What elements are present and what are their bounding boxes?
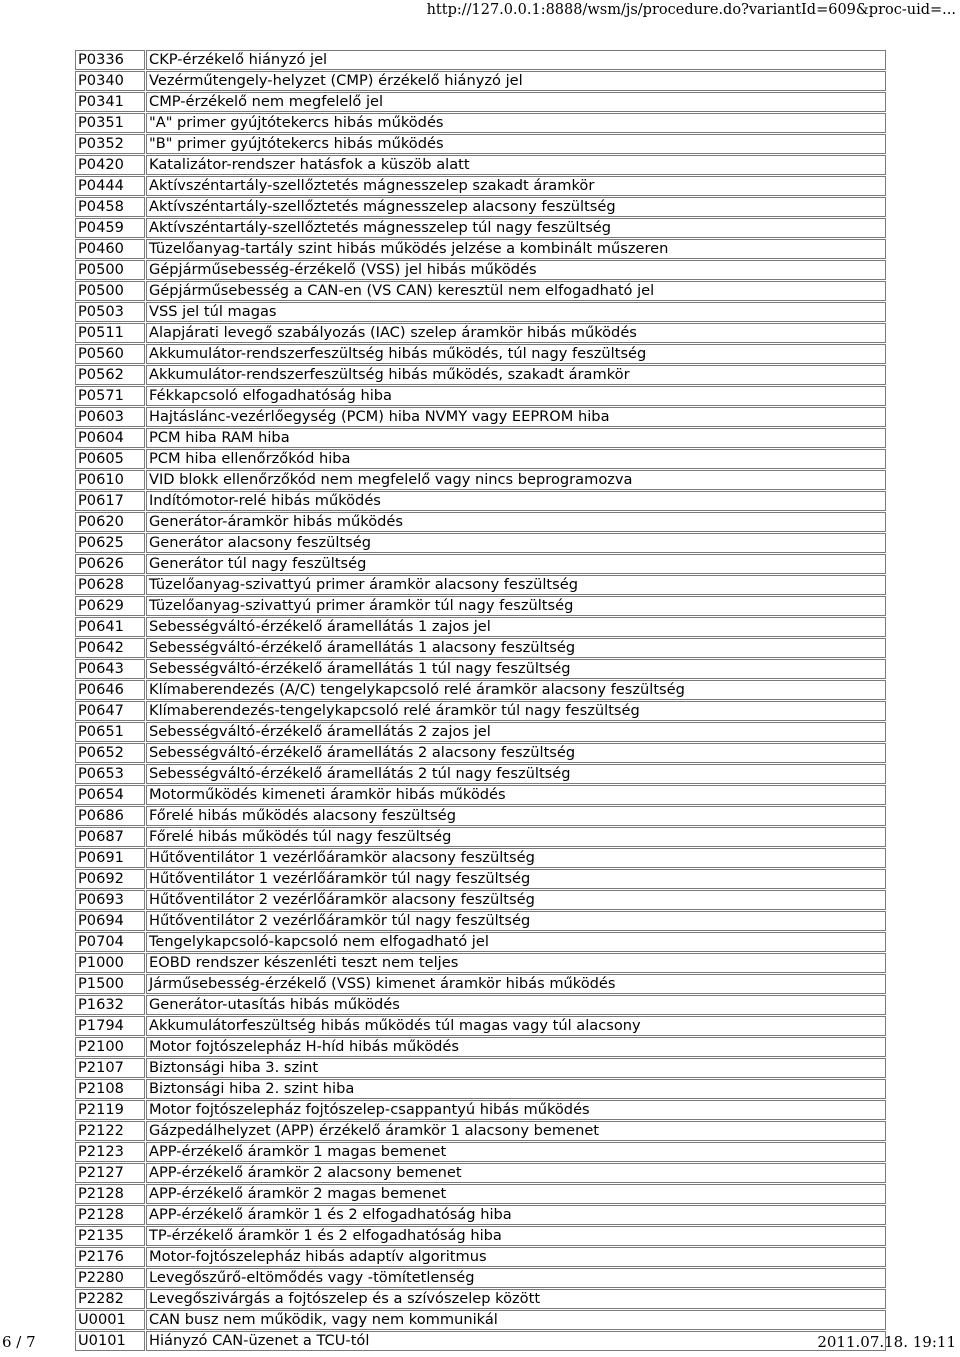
fault-code-cell: P0562 bbox=[75, 365, 145, 385]
fault-description-cell: EOBD rendszer készenléti teszt nem teljes bbox=[146, 953, 886, 973]
fault-description-cell: PCM hiba RAM hiba bbox=[146, 428, 886, 448]
page-footer bbox=[0, 1333, 960, 1353]
fault-code-cell: P0341 bbox=[75, 92, 145, 112]
table-row bbox=[75, 407, 886, 427]
fault-code-cell: P0641 bbox=[75, 617, 145, 637]
fault-description-cell: CKP-érzékelő hiányzó jel bbox=[146, 50, 886, 70]
table-row bbox=[75, 869, 886, 889]
table-row bbox=[75, 911, 886, 931]
table-row bbox=[75, 533, 886, 553]
table-row bbox=[75, 1016, 886, 1036]
fault-code-cell: P2282 bbox=[75, 1289, 145, 1309]
fault-description-cell: VID blokk ellenőrzőkód nem megfelelő vagy nincs beprogramozva bbox=[146, 470, 886, 490]
table-row bbox=[75, 344, 886, 364]
fault-code-cell: P0691 bbox=[75, 848, 145, 868]
table-row bbox=[75, 890, 886, 910]
fault-description-cell: Sebességváltó-érzékelő áramellátás 2 zajos jel bbox=[146, 722, 886, 742]
fault-description-cell: Tüzelőanyag-szivattyú primer áramkör alacsony feszültség bbox=[146, 575, 886, 595]
fault-code-cell: P2100 bbox=[75, 1037, 145, 1057]
table-row bbox=[75, 932, 886, 952]
fault-description-cell: Motor-fojtószelepház hibás adaptív algoritmus bbox=[146, 1247, 886, 1267]
table-row bbox=[75, 92, 886, 112]
fault-code-cell: P0605 bbox=[75, 449, 145, 469]
fault-code-cell: P2119 bbox=[75, 1100, 145, 1120]
fault-description-cell: Sebességváltó-érzékelő áramellátás 1 zajos jel bbox=[146, 617, 886, 637]
table-row bbox=[75, 1142, 886, 1162]
fault-description-cell: Főrelé hibás működés alacsony feszültség bbox=[146, 806, 886, 826]
fault-description-cell: APP-érzékelő áramkör 2 magas bemenet bbox=[146, 1184, 886, 1204]
table-row bbox=[75, 1037, 886, 1057]
fault-description-cell: Generátor alacsony feszültség bbox=[146, 533, 886, 553]
table-row bbox=[75, 995, 886, 1015]
fault-description-cell: TP-érzékelő áramkör 1 és 2 elfogadhatóság hiba bbox=[146, 1226, 886, 1246]
fault-code-cell: P0692 bbox=[75, 869, 145, 889]
table-row bbox=[75, 1100, 886, 1120]
fault-code-cell: P0652 bbox=[75, 743, 145, 763]
table-row bbox=[75, 281, 886, 301]
table-row bbox=[75, 617, 886, 637]
table-row bbox=[75, 197, 886, 217]
fault-code-cell: P2108 bbox=[75, 1079, 145, 1099]
fault-description-cell: Járműsebesség-érzékelő (VSS) kimenet áramkör hibás működés bbox=[146, 974, 886, 994]
fault-code-cell: P2128 bbox=[75, 1205, 145, 1225]
table-row bbox=[75, 323, 886, 343]
table-row bbox=[75, 1226, 886, 1246]
fault-code-cell: P2128 bbox=[75, 1184, 145, 1204]
fault-code-cell: P0694 bbox=[75, 911, 145, 931]
fault-code-cell: P0351 bbox=[75, 113, 145, 133]
fault-code-cell: P2122 bbox=[75, 1121, 145, 1141]
fault-code-cell: P0642 bbox=[75, 638, 145, 658]
fault-description-cell: Generátor túl nagy feszültség bbox=[146, 554, 886, 574]
table-row bbox=[75, 1205, 886, 1225]
table-row bbox=[75, 239, 886, 259]
fault-code-cell: P2107 bbox=[75, 1058, 145, 1078]
table-row bbox=[75, 827, 886, 847]
fault-description-cell: Klímaberendezés-tengelykapcsoló relé áramkör túl nagy feszültség bbox=[146, 701, 886, 721]
fault-code-cell: P0459 bbox=[75, 218, 145, 238]
fault-description-cell: "B" primer gyújtótekercs hibás működés bbox=[146, 134, 886, 154]
print-datetime: 2011.07.18. 19:11 bbox=[817, 1333, 956, 1351]
fault-code-cell: P0628 bbox=[75, 575, 145, 595]
fault-code-cell: P0503 bbox=[75, 302, 145, 322]
fault-code-cell: P0629 bbox=[75, 596, 145, 616]
fault-code-cell: P1500 bbox=[75, 974, 145, 994]
fault-code-cell: P0646 bbox=[75, 680, 145, 700]
fault-code-cell: P0352 bbox=[75, 134, 145, 154]
fault-code-cell: P0647 bbox=[75, 701, 145, 721]
fault-description-cell: Biztonsági hiba 3. szint bbox=[146, 1058, 886, 1078]
table-row bbox=[75, 659, 886, 679]
fault-description-cell: Aktívszéntartály-szellőztetés mágnesszelep szakadt áramkör bbox=[146, 176, 886, 196]
fault-description-cell: Hiányzó CAN-üzenet a TCU-tól bbox=[146, 1331, 886, 1351]
fault-code-table-body bbox=[75, 50, 886, 1351]
fault-description-cell: Katalizátor-rendszer hatásfok a küszöb alatt bbox=[146, 155, 886, 175]
table-row bbox=[75, 701, 886, 721]
fault-description-cell: Hűtőventilátor 1 vezérlőáramkör alacsony feszültség bbox=[146, 848, 886, 868]
fault-code-cell: P0336 bbox=[75, 50, 145, 70]
fault-description-cell: Akkumulátor-rendszerfeszültség hibás működés, túl nagy feszültség bbox=[146, 344, 886, 364]
fault-description-cell: Hűtőventilátor 2 vezérlőáramkör túl nagy feszültség bbox=[146, 911, 886, 931]
table-row bbox=[75, 806, 886, 826]
fault-description-cell: Főrelé hibás működés túl nagy feszültség bbox=[146, 827, 886, 847]
fault-description-cell: Hajtáslánc-vezérlőegység (PCM) hiba NVMY vagy EEPROM hiba bbox=[146, 407, 886, 427]
fault-code-cell: P1794 bbox=[75, 1016, 145, 1036]
fault-description-cell: Tengelykapcsoló-kapcsoló nem elfogadható jel bbox=[146, 932, 886, 952]
fault-code-cell: P0560 bbox=[75, 344, 145, 364]
table-row bbox=[75, 134, 886, 154]
fault-code-cell: P0617 bbox=[75, 491, 145, 511]
fault-code-cell: P0643 bbox=[75, 659, 145, 679]
fault-code-cell: P2127 bbox=[75, 1163, 145, 1183]
fault-code-cell: P1632 bbox=[75, 995, 145, 1015]
fault-description-cell: Motorműködés kimeneti áramkör hibás működés bbox=[146, 785, 886, 805]
fault-code-table-container bbox=[74, 51, 887, 1349]
fault-description-cell: Gépjárműsebesség a CAN-en (VS CAN) keresztül nem elfogadható jel bbox=[146, 281, 886, 301]
table-row bbox=[75, 176, 886, 196]
fault-code-cell: U0001 bbox=[75, 1310, 145, 1330]
fault-code-cell: P0625 bbox=[75, 533, 145, 553]
fault-description-cell: CAN busz nem működik, vagy nem kommunikál bbox=[146, 1310, 886, 1330]
fault-code-cell: P2280 bbox=[75, 1268, 145, 1288]
table-row bbox=[75, 743, 886, 763]
fault-code-table bbox=[74, 49, 887, 1352]
fault-description-cell: Fékkapcsoló elfogadhatóság hiba bbox=[146, 386, 886, 406]
table-row bbox=[75, 1268, 886, 1288]
table-row bbox=[75, 1184, 886, 1204]
fault-code-cell: P0704 bbox=[75, 932, 145, 952]
fault-code-cell: P0610 bbox=[75, 470, 145, 490]
table-row bbox=[75, 71, 886, 91]
page-url-header: http://127.0.0.1:8888/wsm/js/procedure.do?variantId=609&proc-uid=... bbox=[426, 2, 956, 18]
fault-code-cell: P0571 bbox=[75, 386, 145, 406]
fault-code-cell: P0340 bbox=[75, 71, 145, 91]
table-row bbox=[75, 1121, 886, 1141]
fault-code-cell: P0620 bbox=[75, 512, 145, 532]
fault-description-cell: Gépjárműsebesség-érzékelő (VSS) jel hibás működés bbox=[146, 260, 886, 280]
fault-description-cell: Aktívszéntartály-szellőztetés mágnesszelep alacsony feszültség bbox=[146, 197, 886, 217]
table-row bbox=[75, 785, 886, 805]
fault-description-cell: Sebességváltó-érzékelő áramellátás 1 alacsony feszültség bbox=[146, 638, 886, 658]
table-row bbox=[75, 680, 886, 700]
fault-description-cell: Levegőszűrő-eltömődés vagy -tömítetlenség bbox=[146, 1268, 886, 1288]
fault-code-cell: P0686 bbox=[75, 806, 145, 826]
fault-description-cell: Gázpedálhelyzet (APP) érzékelő áramkör 1 alacsony bemenet bbox=[146, 1121, 886, 1141]
table-row bbox=[75, 512, 886, 532]
fault-description-cell: VSS jel túl magas bbox=[146, 302, 886, 322]
fault-code-cell: P0604 bbox=[75, 428, 145, 448]
table-row bbox=[75, 491, 886, 511]
fault-code-cell: P0511 bbox=[75, 323, 145, 343]
fault-code-cell: P0444 bbox=[75, 176, 145, 196]
page-number: 6 / 7 bbox=[2, 1333, 36, 1351]
fault-code-cell: P0654 bbox=[75, 785, 145, 805]
fault-code-cell: P0458 bbox=[75, 197, 145, 217]
fault-code-cell: P2176 bbox=[75, 1247, 145, 1267]
fault-description-cell: Levegőszivárgás a fojtószelep és a szívószelep között bbox=[146, 1289, 886, 1309]
table-row bbox=[75, 596, 886, 616]
table-row bbox=[75, 848, 886, 868]
table-row bbox=[75, 428, 886, 448]
fault-description-cell: Klímaberendezés (A/C) tengelykapcsoló relé áramkör alacsony feszültség bbox=[146, 680, 886, 700]
fault-code-cell: P0500 bbox=[75, 260, 145, 280]
fault-description-cell: Vezérműtengely-helyzet (CMP) érzékelő hiányzó jel bbox=[146, 71, 886, 91]
fault-description-cell: Indítómotor-relé hibás működés bbox=[146, 491, 886, 511]
fault-description-cell: Sebességváltó-érzékelő áramellátás 2 alacsony feszültség bbox=[146, 743, 886, 763]
table-row bbox=[75, 953, 886, 973]
fault-description-cell: "A" primer gyújtótekercs hibás működés bbox=[146, 113, 886, 133]
table-row bbox=[75, 638, 886, 658]
fault-code-cell: P0420 bbox=[75, 155, 145, 175]
fault-description-cell: Sebességváltó-érzékelő áramellátás 2 túl nagy feszültség bbox=[146, 764, 886, 784]
table-row bbox=[75, 722, 886, 742]
table-row bbox=[75, 575, 886, 595]
fault-code-cell: P0687 bbox=[75, 827, 145, 847]
fault-description-cell: Akkumulátorfeszültség hibás működés túl magas vagy túl alacsony bbox=[146, 1016, 886, 1036]
fault-description-cell: CMP-érzékelő nem megfelelő jel bbox=[146, 92, 886, 112]
table-row bbox=[75, 1079, 886, 1099]
table-row bbox=[75, 365, 886, 385]
table-row bbox=[75, 1310, 886, 1330]
table-row bbox=[75, 764, 886, 784]
fault-description-cell: Alapjárati levegő szabályozás (IAC) szelep áramkör hibás működés bbox=[146, 323, 886, 343]
table-row bbox=[75, 449, 886, 469]
fault-code-cell: P2123 bbox=[75, 1142, 145, 1162]
fault-description-cell: Tüzelőanyag-tartály szint hibás működés jelzése a kombinált műszeren bbox=[146, 239, 886, 259]
fault-description-cell: Aktívszéntartály-szellőztetés mágnesszelep túl nagy feszültség bbox=[146, 218, 886, 238]
table-row bbox=[75, 386, 886, 406]
fault-code-cell: P0500 bbox=[75, 281, 145, 301]
table-row bbox=[75, 113, 886, 133]
fault-code-cell: P0653 bbox=[75, 764, 145, 784]
fault-code-cell: P0603 bbox=[75, 407, 145, 427]
table-row bbox=[75, 1289, 886, 1309]
table-row bbox=[75, 260, 886, 280]
fault-description-cell: APP-érzékelő áramkör 1 magas bemenet bbox=[146, 1142, 886, 1162]
fault-description-cell: Sebességváltó-érzékelő áramellátás 1 túl nagy feszültség bbox=[146, 659, 886, 679]
fault-description-cell: Hűtőventilátor 2 vezérlőáramkör alacsony feszültség bbox=[146, 890, 886, 910]
table-row bbox=[75, 470, 886, 490]
fault-code-cell: P1000 bbox=[75, 953, 145, 973]
fault-code-cell: P2135 bbox=[75, 1226, 145, 1246]
fault-code-cell: P0626 bbox=[75, 554, 145, 574]
table-row bbox=[75, 218, 886, 238]
fault-description-cell: Tüzelőanyag-szivattyú primer áramkör túl nagy feszültség bbox=[146, 596, 886, 616]
fault-code-cell: P0693 bbox=[75, 890, 145, 910]
fault-description-cell: Generátor-utasítás hibás működés bbox=[146, 995, 886, 1015]
table-row bbox=[75, 974, 886, 994]
fault-description-cell: Motor fojtószelepház H-híd hibás működés bbox=[146, 1037, 886, 1057]
table-row bbox=[75, 554, 886, 574]
fault-description-cell: APP-érzékelő áramkör 1 és 2 elfogadhatóság hiba bbox=[146, 1205, 886, 1225]
fault-code-cell: P0460 bbox=[75, 239, 145, 259]
table-row bbox=[75, 1163, 886, 1183]
fault-description-cell: Akkumulátor-rendszerfeszültség hibás működés, szakadt áramkör bbox=[146, 365, 886, 385]
table-row bbox=[75, 50, 886, 70]
fault-code-cell: P0651 bbox=[75, 722, 145, 742]
table-row bbox=[75, 155, 886, 175]
fault-description-cell: Biztonsági hiba 2. szint hiba bbox=[146, 1079, 886, 1099]
fault-description-cell: Generátor-áramkör hibás működés bbox=[146, 512, 886, 532]
table-row bbox=[75, 1058, 886, 1078]
fault-description-cell: APP-érzékelő áramkör 2 alacsony bemenet bbox=[146, 1163, 886, 1183]
fault-description-cell: Hűtőventilátor 1 vezérlőáramkör túl nagy feszültség bbox=[146, 869, 886, 889]
fault-description-cell: PCM hiba ellenőrzőkód hiba bbox=[146, 449, 886, 469]
table-row bbox=[75, 1247, 886, 1267]
fault-code-cell: U0101 bbox=[75, 1331, 145, 1351]
fault-description-cell: Motor fojtószelepház fojtószelep-csappantyú hibás működés bbox=[146, 1100, 886, 1120]
table-row bbox=[75, 302, 886, 322]
